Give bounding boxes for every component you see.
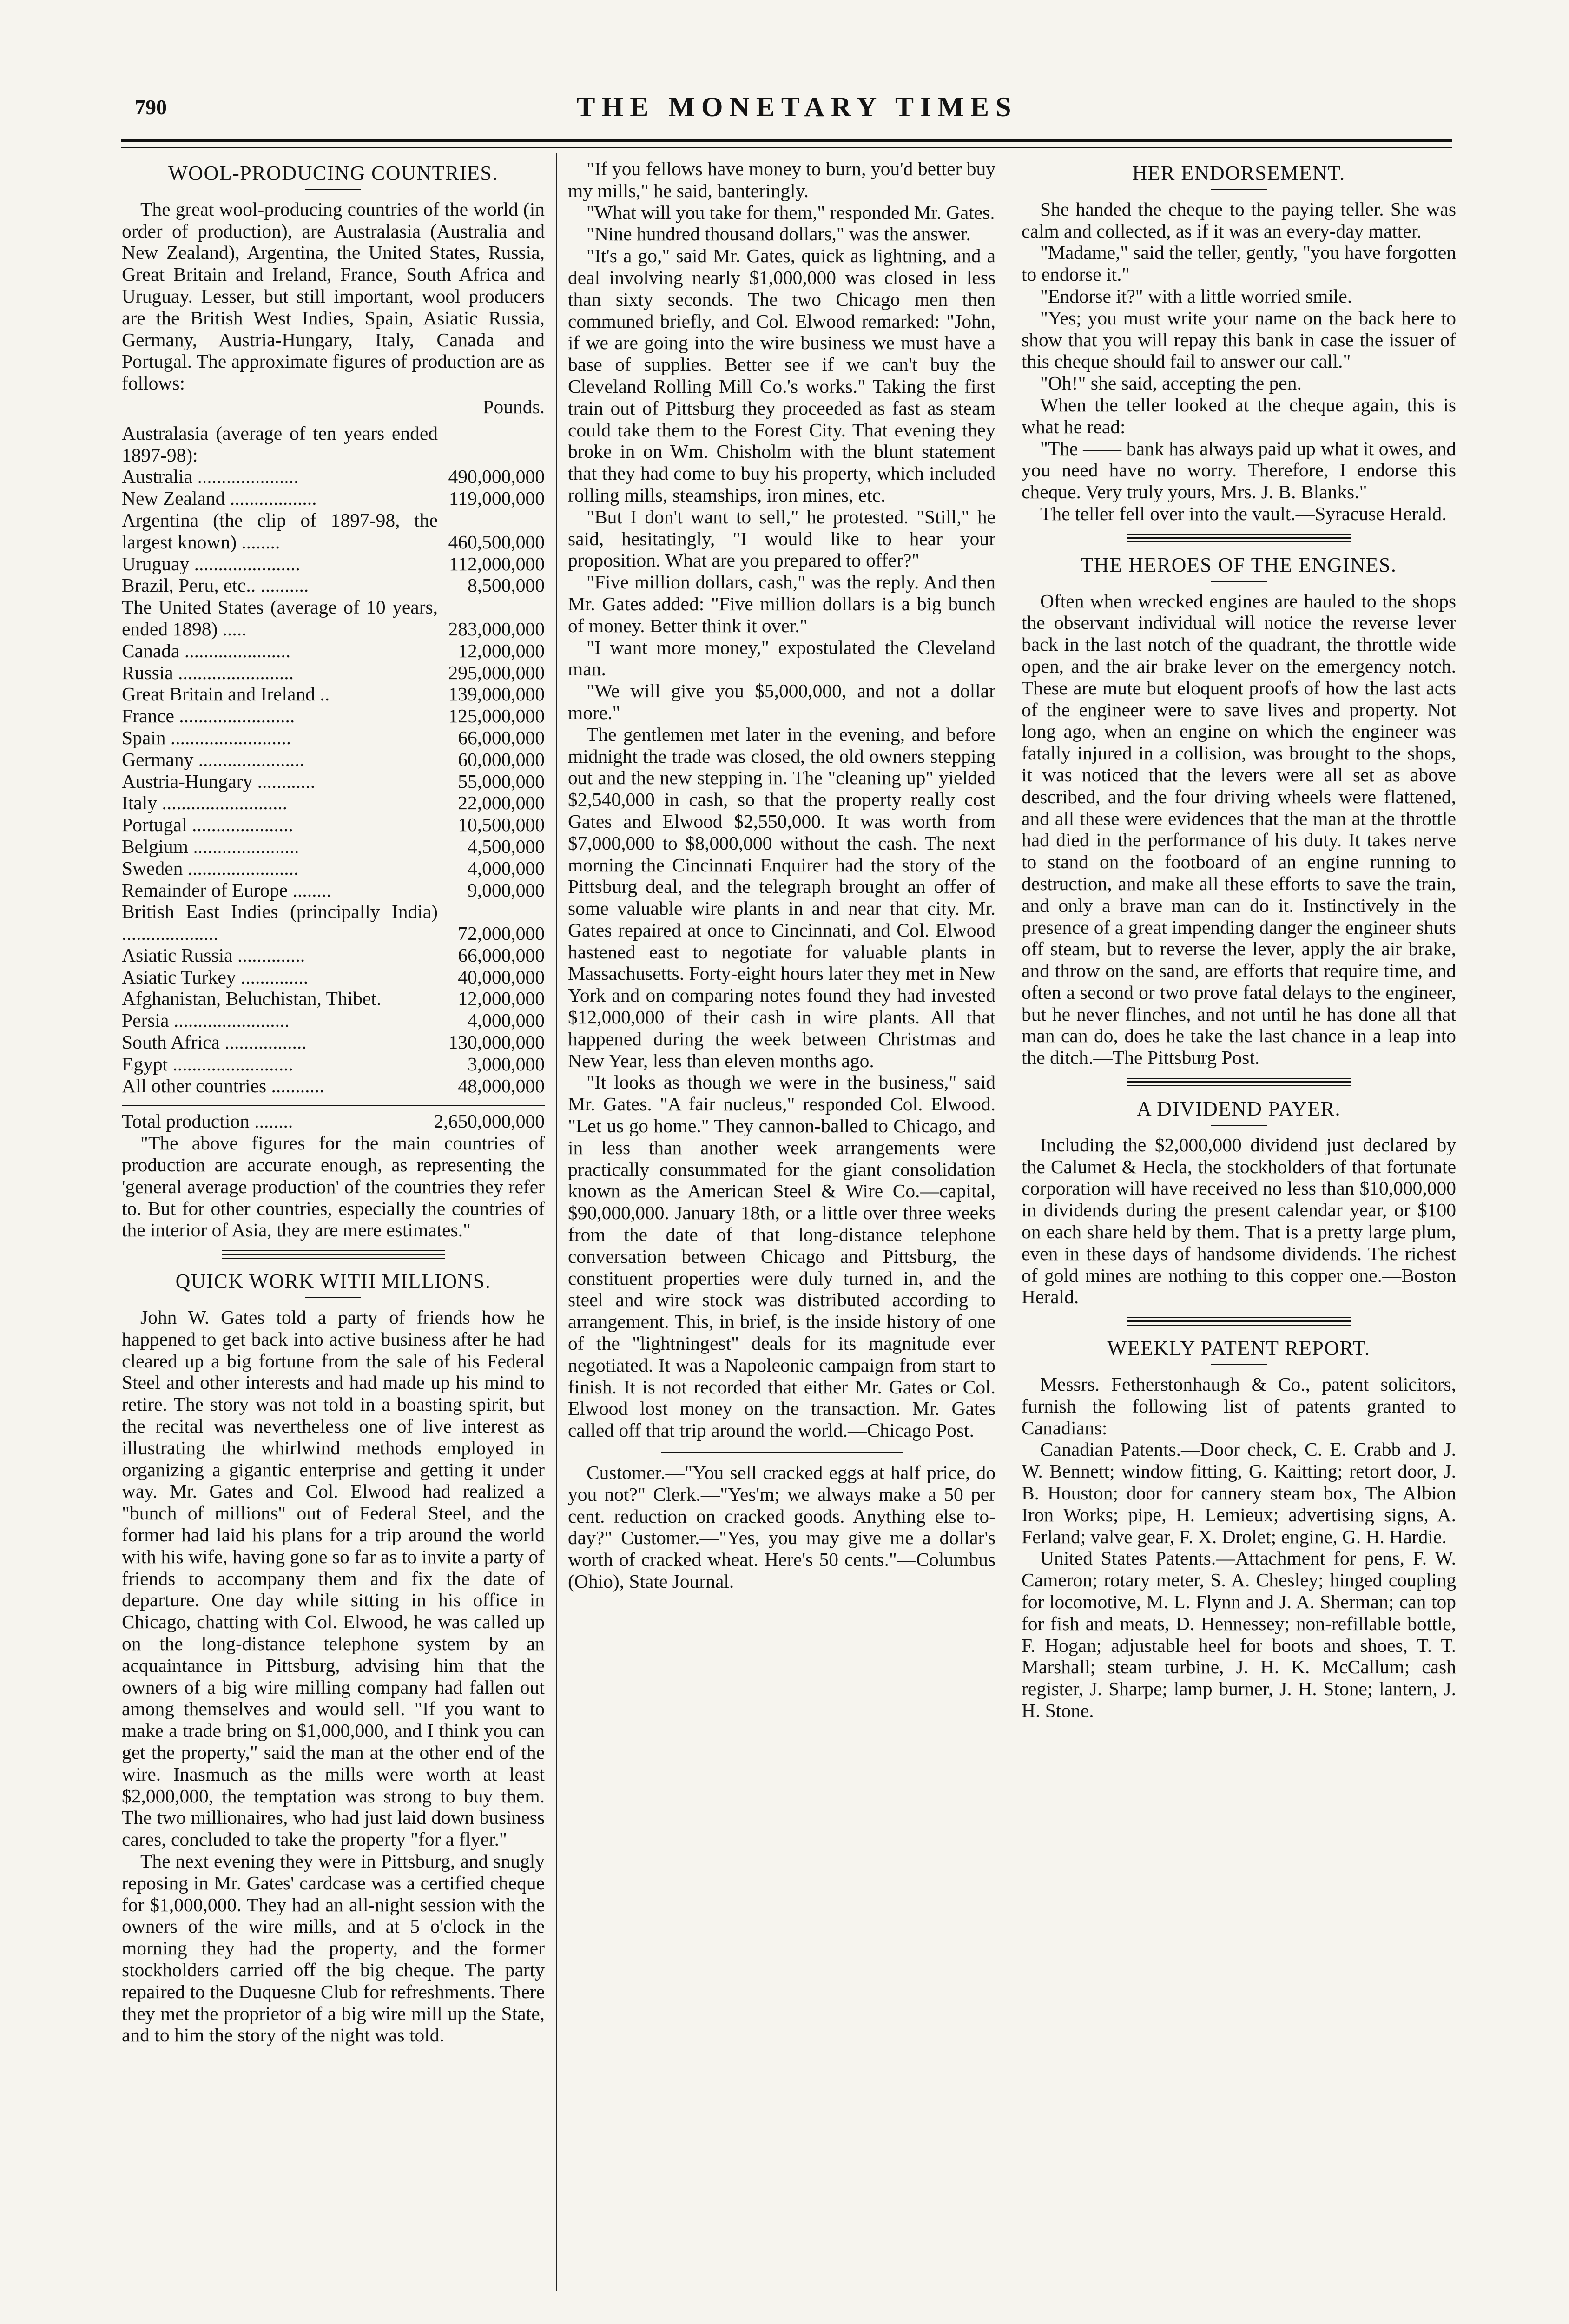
article-paragraph: John W. Gates told a party of friends how he happened to get back into active business after he had cleared up a big fortune from the sale of his Federal Steel and other interests and had made up his mind to retire. The story was not told in a boasting spirit, but the recital was nevertheless one of live interest as illustrating the whirlwind methods employed in organizing a gigantic enterprise and getting it under way. Mr. Gates and Col. Elwood had realized a "bunch of millions" out of Federal Steel, and the former had laid his plans for a trip around the world with his wife, having gone so far as to invite a party of friends to accompany them and fix the date of departure. One day while sitting in his office in Chicago, chatting with Col. Elwood, he was called up on the long-distance telephone system by an acquaintance in Pittsburg, advising him that the owners of a big wire milling company had fallen out among themselves and would sell. "If you want to make a trade bring on $1,000,000, and I think you can get the property," said the man at the other end of the wire. Inasmuch as the mills were worth at least $2,000,000, the temptation was strong to buy them. The two millionaires, who had just laid down business cares, concluded to take the property "for a flyer." (122, 1307, 545, 1850)
article-endorsement (1022, 163, 1456, 525)
article-paragraph: Canadian Patents.—Door check, C. E. Crabb and J. W. Bennett; window fitting, G. Kaitting; retort door, J. B. Houston; door for cannery steam box, The Albion Iron Works; pipe, H. Lemieux; advertising signs, A. Ferland; valve gear, F. X. Drolet; engine, G. H. Hardie. (1022, 1439, 1456, 1547)
production-value: 112,000,000 (449, 553, 545, 574)
country-name: Argentina (the clip of 1897-98, the largest known) ........ (122, 509, 438, 553)
table-row (122, 1053, 545, 1075)
table-row (122, 662, 545, 684)
article-paragraph: United States Patents.—Attachment for pens, F. W. Cameron; rotary meter, S. A. Chesley; hinged coupling for locomotive, M. L. Flynn and J. A. Sherman; can top for fish and meats, D. Hennessey; non-refillable bottle, F. Hogan; adjustable heel for boots and shoes, T. T. Marshall; steam turbine, J. H. K. McCallum; cash register, J. Sharpe; lamp burner, J. H. Stone; lantern, J. H. Stone. (1022, 1547, 1456, 1721)
title-rule (305, 189, 361, 190)
country-name: France ........................ (122, 705, 295, 727)
country-name: Australia ..................... (122, 466, 299, 488)
table-row (122, 966, 545, 988)
production-value: 125,000,000 (448, 705, 545, 727)
production-value: 3,000,000 (468, 1053, 545, 1075)
table-row (122, 771, 545, 792)
country-name: Germany ...................... (122, 748, 305, 770)
article-paragraph: She handed the cheque to the paying teller. She was calm and collected, as if it was an every-day matter. (1022, 198, 1456, 242)
table-row (122, 466, 545, 488)
production-value: 130,000,000 (448, 1031, 545, 1053)
article-paragraph: Including the $2,000,000 dividend just declared by the Calumet & Hecla, the stockholders of that fortunate corporation will have received no less than $10,000,000 in dividends during the present calendar year, or $100 on each share held by them. That is a pretty large plum, even in these days of handsome dividends. The richest of gold mines are nothing to this copper one.—Boston Herald. (1022, 1134, 1456, 1308)
table-row (122, 574, 545, 596)
country-name: Persia ........................ (122, 1010, 290, 1031)
country-name: Spain ......................... (122, 726, 291, 748)
total-label: Total production ........ (122, 1110, 293, 1132)
article-paragraph: "Madame," said the teller, gently, "you have forgotten to endorse it." (1022, 242, 1456, 285)
country-name: Austria-Hungary ............ (122, 770, 316, 792)
article-paragraph: "We will give you $5,000,000, and not a dollar more." (568, 680, 995, 723)
section-separator (1127, 1078, 1351, 1086)
country-name: Afghanistan, Beluchistan, Thibet. (122, 988, 382, 1010)
production-table (122, 423, 545, 1097)
table-row (122, 836, 545, 858)
country-name: Asiatic Russia .............. (122, 944, 305, 966)
article-paragraph: "I want more money," expostulated the Cleveland man. (568, 636, 995, 680)
title-rule (1211, 1364, 1267, 1365)
production-value: 12,000,000 (458, 988, 545, 1010)
unit-label: Pounds. (483, 396, 545, 417)
article-paragraph: "It looks as though we were in the business," said Mr. Gates. "A fair nucleus," responded Col. Elwood. "Let us go home." They cannon-balled to Chicago, and in less than another week arrangements were practically consummated for the giant consolidation known as the American Steel & Wire Co.—capital, $90,000,000. January 18th, or a little over three weeks from the date of that long-distance telephone conversation between Chicago and Pittsburg, the constituent properties were duly turned in, and the steel and wire stock was distributed according to arrangement. This, in brief, is the inside history of one of the "lightningest" deals for its magnitude ever negotiated. It was a Napoleonic campaign from start to finish. It is not recorded that either Mr. Gates or Col. Elwood lost money on the transaction. Mr. Gates called off that trip around the world.—Chicago Post. (568, 1071, 995, 1441)
production-value: 139,000,000 (448, 683, 545, 705)
article-paragraph: "Five million dollars, cash," was the reply. And then Mr. Gates added: "Five million dollars is a big bunch of money. Better think it over." (568, 571, 995, 636)
country-name: Great Britain and Ireland .. (122, 683, 330, 705)
production-value: 283,000,000 (448, 618, 545, 640)
article-paragraph: "But I don't want to sell," he protested. "Still," he said, hesitatingly, "I would like to hear your proposition. What are you prepared to offer?" (568, 506, 995, 571)
article-heroes (1022, 555, 1456, 1069)
country-name: Sweden ....................... (122, 857, 299, 879)
production-value: 4,000,000 (468, 857, 545, 879)
production-value: 8,500,000 (468, 574, 545, 596)
production-value: 72,000,000 (458, 923, 545, 944)
country-name: Uruguay ...................... (122, 553, 300, 574)
table-row (122, 640, 545, 662)
article-dividend (1022, 1098, 1456, 1308)
section-separator (1127, 534, 1351, 542)
article-cracked-eggs (568, 1462, 995, 1592)
production-value: 60,000,000 (458, 748, 545, 770)
table-row (122, 988, 545, 1010)
article-paragraph: "The —— bank has always paid up what it owes, and you need have no worry. Therefore, I endorse this cheque. Very truly yours, Mrs. J. B. Blanks." (1022, 437, 1456, 503)
country-name: The United States (average of 10 years, ended 1898) ..... (122, 596, 438, 640)
production-value (438, 423, 545, 466)
country-name: Remainder of Europe ........ (122, 879, 331, 901)
table-row (122, 749, 545, 771)
production-value: 9,000,000 (468, 879, 545, 901)
article-paragraph: Customer.—"You sell cracked eggs at half price, do you not?" Clerk.—"Yes'm; we always make a 50 per cent. reduction on cracked goods. Anything else to-day?" Customer.—"Yes, you may give me a dollar's worth of cracked wheat. Here's 50 cents."—Columbus (Ohio), State Journal. (568, 1462, 995, 1592)
article-paragraph: Often when wrecked engines are hauled to the shops the observant individual will notice the reverse lever back in the last notch of the quadrant, the throttle wide open, and the air brake lever on the emergency notch. These are mute but eloquent proofs of how the last acts of the engineer were to save lives and property. Not long ago, when an engine on which the engineer was fatally injured in a collision, was brought to the shops, it was noticed that the levers were all set as above described, and the four driving wheels were flattened, and all these were evidences that the man at the throttle had died in the performance of his duty. It takes nerve to stand on the footboard of an engine running to destruction, and make all these efforts to save the train, and only a brave man can do it. Instinctively in the presence of a great impending danger the engineer shuts off steam, but to reverse the lever, apply the air brake, and throw on the sand, are efforts that require time, and often a second or two prove fatal delays to the engineer, but he never flinches, and not until he has done all that man can do, does he take the last chance in a leap into the ditch.—The Pittsburg Post. (1022, 590, 1456, 1069)
total-value: 2,650,000,000 (434, 1110, 545, 1132)
table-row (122, 509, 545, 553)
table-row (122, 1075, 545, 1097)
article-paragraph: "Yes; you must write your name on the back here to show that you will repay this bank in case the issuer of this cheque should fail to answer our call." (1022, 307, 1456, 372)
article-paragraph: "Endorse it?" with a little worried smile. (1040, 285, 1352, 307)
page-header (135, 91, 1459, 128)
production-value: 66,000,000 (458, 944, 545, 966)
page-number: 790 (135, 95, 167, 119)
column-right (1022, 158, 1456, 2305)
column-divider (556, 153, 557, 2291)
table-row (122, 814, 545, 836)
masthead: THE MONETARY TIMES (576, 92, 1018, 122)
article-paragraph: "Oh!" she said, accepting the pen. (1040, 372, 1302, 394)
production-value: 12,000,000 (458, 640, 545, 661)
country-name: British East Indies (principally India) .................... (122, 901, 438, 944)
table-row (122, 683, 545, 705)
article-paragraph: The great wool-producing countries of the world (in order of production), are Australasia (Australia and New Zealand), Argentina, the United States, Russia, Great Britain and Ireland, France, South Africa and Uruguay. Lesser, but still important, wool producers are the British West Indies, Spain, Asiatic Russia, Germany, Austria-Hungary, Italy, Canada and Portugal. The approximate figures of production are as follows: (122, 198, 545, 394)
article-title: HER ENDORSEMENT. (1132, 162, 1345, 185)
section-separator (661, 1452, 903, 1453)
country-name: Russia ........................ (122, 661, 294, 683)
article-paragraph: "Nine hundred thousand dollars," was the answer. (587, 223, 971, 245)
production-value: 48,000,000 (458, 1075, 545, 1096)
production-value: 40,000,000 (458, 966, 545, 988)
title-rule (1211, 581, 1267, 582)
table-row (122, 423, 545, 466)
country-name: Italy .......................... (122, 792, 288, 814)
table-row (122, 553, 545, 575)
article-title: WOOL-PRODUCING COUNTRIES. (168, 162, 498, 185)
article-title: QUICK WORK WITH MILLIONS. (175, 1270, 491, 1293)
article-wool (122, 163, 545, 1241)
section-separator (222, 1250, 445, 1259)
table-row (122, 858, 545, 879)
article-paragraph: "What will you take for them," responded Mr. Gates. (587, 201, 995, 223)
total-row (122, 1105, 545, 1132)
article-paragraph: "It's a go," said Mr. Gates, quick as lightning, and a deal involving nearly $1,000,000 was closed in less than sixty seconds. The two Chicago men then communed briefly, and Col. Elwood remarked: "John, if we are going into the wire business we must have a base of supplies. Better see if we can't buy the Cleveland Rolling Mill Co.'s works." Taking the first train out of Pittsburg they proceeded as fast as steam could take them to the Forest City. That evening they broke in on Wm. Chisholm with the blunt statement that they had come to buy his property, which included rolling mills, steamships, iron mines, etc. (568, 245, 995, 506)
country-name: New Zealand .................. (122, 488, 317, 509)
country-name: Canada ...................... (122, 640, 291, 661)
table-row (122, 705, 545, 727)
article-paragraph: When the teller looked at the cheque again, this is what he read: (1022, 394, 1456, 437)
table-row (122, 944, 545, 966)
production-value: 4,500,000 (468, 835, 545, 857)
country-name: Australasia (average of ten years ended 1897-98): (122, 422, 438, 466)
country-name: Asiatic Turkey .............. (122, 966, 309, 988)
article-paragraph: Messrs. Fetherstonhaugh & Co., patent solicitors, furnish the following list of patents granted to Canadians: (1022, 1373, 1456, 1439)
table-row (122, 792, 545, 814)
article-title: WEEKLY PATENT REPORT. (1107, 1337, 1371, 1360)
article-title: THE HEROES OF THE ENGINES. (1081, 553, 1397, 576)
column-middle (568, 158, 995, 2305)
production-value: 4,000,000 (468, 1010, 545, 1031)
column-left (122, 158, 545, 2305)
title-rule (1211, 1125, 1267, 1126)
production-value: 295,000,000 (448, 661, 545, 683)
country-name: Egypt ......................... (122, 1053, 293, 1075)
production-value: 119,000,000 (449, 488, 545, 509)
header-rule (121, 139, 1452, 142)
article-paragraph: The next evening they were in Pittsburg, and snugly reposing in Mr. Gates' cardcase was a certified cheque for $1,000,000. They had an all-night session with the owners of the wire mills, and at 5 o'clock in the morning they had the property, and the former stockholders carried off the big cheque. The party repaired to the Duquesne Club for refreshments. There they met the proprietor of a big wire mill up the State, and to him the story of the night was told. (122, 1850, 545, 2046)
country-name: Portugal ..................... (122, 814, 293, 836)
production-value: 460,500,000 (448, 531, 545, 553)
table-row (122, 727, 545, 749)
article-quick-work-continued (568, 158, 995, 1441)
table-row (122, 1031, 545, 1053)
article-title: A DIVIDEND PAYER. (1136, 1097, 1341, 1121)
section-separator (1127, 1317, 1351, 1326)
production-value: 22,000,000 (458, 792, 545, 814)
production-value: 55,000,000 (458, 770, 545, 792)
country-name: South Africa ................. (122, 1031, 307, 1053)
article-paragraph: The teller fell over into the vault.—Syracuse Herald. (1040, 502, 1447, 524)
article-paragraph: "If you fellows have money to burn, you'd better buy my mills," he said, banteringly. (568, 158, 995, 201)
country-name: All other countries ........... (122, 1075, 324, 1096)
article-paragraph: "The above figures for the main countries of production are accurate enough, as representing the 'general average production' of the countries they refer to. But for other countries, especially the countries of the interior of Asia, they are mere estimates." (122, 1132, 545, 1241)
country-name: Belgium ...................... (122, 835, 299, 857)
table-row (122, 1010, 545, 1031)
production-value: 10,500,000 (458, 814, 545, 836)
country-name: Brazil, Peru, etc.. .......... (122, 574, 309, 596)
article-patent (1022, 1338, 1456, 1722)
title-rule (305, 1297, 361, 1298)
title-rule (1211, 189, 1267, 190)
production-value: 66,000,000 (458, 726, 545, 748)
table-row (122, 488, 545, 509)
article-quick-work (122, 1271, 545, 2046)
header-rule-thin (121, 147, 1452, 148)
table-row (122, 901, 545, 944)
article-paragraph: The gentlemen met later in the evening, and before midnight the trade was closed, the old owners stepping out and the new stepping in. The "cleaning up" yielded $2,540,000 in cash, so that the property really cost Gates and Elwood $2,550,000. It was worth from $7,000,000 to $8,000,000 without the cash. The next morning the Cincinnati Enquirer had the story of the Pittsburg deal, and the telegraph brought an offer of some valuable wire plants in and near that city. Mr. Gates repaired at once to Cincinnati, and Col. Elwood hastened east to negotiate for valuable plants in Massachusetts. Forty-eight hours later they met in New York and on comparing notes found they had invested $12,000,000 of their cash in wire plants. All that happened during the week between Christmas and New Year, less than eleven months ago. (568, 723, 995, 1071)
table-row (122, 879, 545, 901)
production-value: 490,000,000 (448, 466, 545, 488)
table-row (122, 596, 545, 640)
